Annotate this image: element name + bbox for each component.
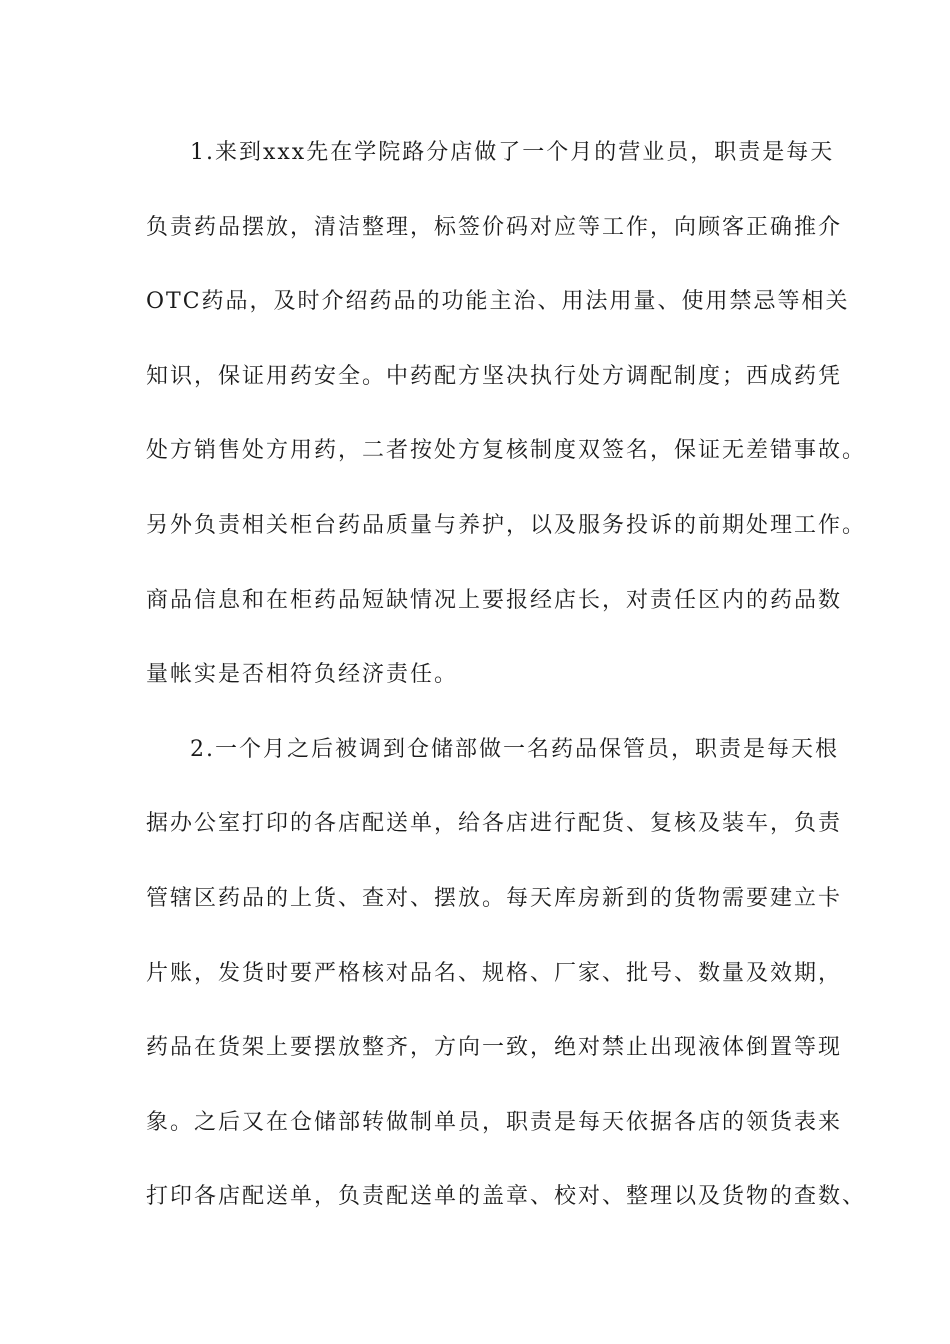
document-body bbox=[146, 133, 867, 1252]
paragraph-1-line-7: 商品信息和在柜药品短缺情况上要报经店长，对责任区内的药品数 bbox=[146, 587, 843, 613]
paragraph-1-line-1: 1.来到xxx先在学院路分店做了一个月的营业员，职责是每天 bbox=[190, 140, 835, 165]
paragraph-1-line-2: 负责药品摆放，清洁整理，标签价码对应等工作，向顾客正确推介 bbox=[146, 214, 843, 240]
paragraph-2-line-6: 象。之后又在仓储部转做制单员，职责是每天依据各店的领货表来 bbox=[146, 1109, 843, 1135]
paragraph-1-line-4: 知识，保证用药安全。中药配方坚决执行处方调配制度；西成药凭 bbox=[146, 363, 843, 389]
paragraph-2-line-5: 药品在货架上要摆放整齐，方向一致，绝对禁止出现液体倒置等现 bbox=[146, 1035, 843, 1061]
paragraph-2-line-4: 片账，发货时要严格核对品名、规格、厂家、批号、数量及效期， bbox=[146, 960, 843, 986]
paragraph-1-line-6: 另外负责相关柜台药品质量与养护，以及服务投诉的前期处理工作。 bbox=[146, 512, 867, 538]
paragraph-1-line-8: 量帐实是否相符负经济责任。 bbox=[146, 662, 459, 688]
paragraph-1-line-3: OTC药品，及时介绍药品的功能主治、用法用量、使用禁忌等相关 bbox=[146, 289, 850, 315]
paragraph-2-line-7: 打印各店配送单，负责配送单的盖章、校对、整理以及货物的查数、 bbox=[146, 1184, 867, 1210]
paragraph-2-line-2: 据办公室打印的各店配送单，给各店进行配货、复核及装车，负责 bbox=[146, 811, 843, 837]
paragraph-2-line-3: 管辖区药品的上货、查对、摆放。每天库房新到的货物需要建立卡 bbox=[146, 885, 843, 911]
paragraph-1-line-5: 处方销售处方用药，二者按处方复核制度双签名，保证无差错事故。 bbox=[146, 438, 867, 464]
paragraph-2-line-1: 2.一个月之后被调到仓储部做一名药品保管员，职责是每天根 bbox=[190, 736, 839, 762]
